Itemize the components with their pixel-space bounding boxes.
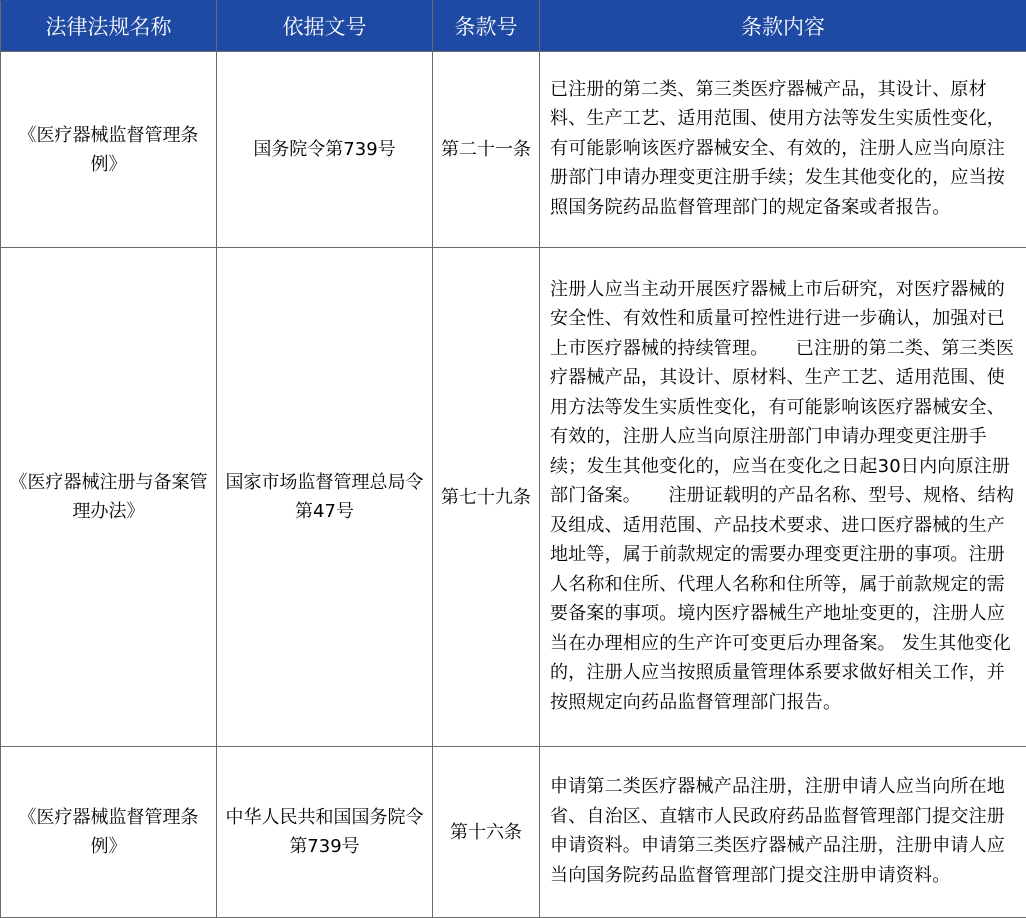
header-row — [1, 1, 1026, 52]
table-header — [1, 1, 1026, 52]
clause-content-cell: 已注册的第二类、第三类医疗器械产品，其设计、原材料、生产工艺、适用范围、使用方法等发生实质性变化，有可能影响该医疗器械安全、有效的，注册人应当向原注册部门申请办理变更注册手续；发生其他变化的，应当按照国务院药品监督管理部门的规定备案或者报告。 — [540, 52, 1026, 248]
header-clause-number: 条款号 — [433, 1, 540, 52]
clause-content-cell: 申请第二类医疗器械产品注册，注册申请人应当向所在地省、自治区、直辖市人民政府药品监督管理部门提交注册申请资料。申请第三类医疗器械产品注册，注册申请人应当向国务院药品监督管理部门提交注册申请资料。 — [540, 747, 1026, 918]
header-document-number: 依据文号 — [217, 1, 433, 52]
clause-number-cell: 第二十一条 — [433, 52, 540, 248]
clause-number-cell: 第七十九条 — [433, 248, 540, 747]
clause-content-cell: 注册人应当主动开展医疗器械上市后研究，对医疗器械的安全性、有效性和质量可控性进行进一步确认，加强对已上市医疗器械的持续管理。 已注册的第二类、第三类医疗器械产品，其设计、原材料、生产工艺、适用范围、使用方法等发生实质性变化，有可能影响该医疗器械安全、有效的，注册人应当向原注册部门申请办理变更注册手续；发生其他变化的，应当在变化之日起30日内向原注册部门备案。 注册证载明的产品名称、型号、规格、结构及组成、适用范围、产品技术要求、进口医疗器械的生产地址等，属于前款规定的需要办理变更注册的事项。注册人名称和住所、代理人名称和住所等，属于前款规定的需要备案的事项。境内医疗器械生产地址变更的，注册人应当在办理相应的生产许可变更后办理备案。 发生其他变化的，注册人应当按照质量管理体系要求做好相关工作，并按照规定向药品监督管理部门报告。 — [540, 248, 1026, 747]
table-row — [1, 52, 1026, 248]
table-row — [1, 248, 1026, 747]
document-number-cell: 国务院令第739号 — [217, 52, 433, 248]
table-body — [1, 52, 1026, 918]
law-name-cell: 《医疗器械监督管理条例》 — [1, 747, 217, 918]
header-law-name: 法律法规名称 — [1, 1, 217, 52]
law-name-cell: 《医疗器械注册与备案管理办法》 — [1, 248, 217, 747]
document-number-cell: 中华人民共和国国务院令第739号 — [217, 747, 433, 918]
document-number-cell: 国家市场监督管理总局令第47号 — [217, 248, 433, 747]
law-name-cell: 《医疗器械监督管理条例》 — [1, 52, 217, 248]
table-row — [1, 747, 1026, 918]
clause-number-cell: 第十六条 — [433, 747, 540, 918]
header-clause-content: 条款内容 — [540, 1, 1026, 52]
